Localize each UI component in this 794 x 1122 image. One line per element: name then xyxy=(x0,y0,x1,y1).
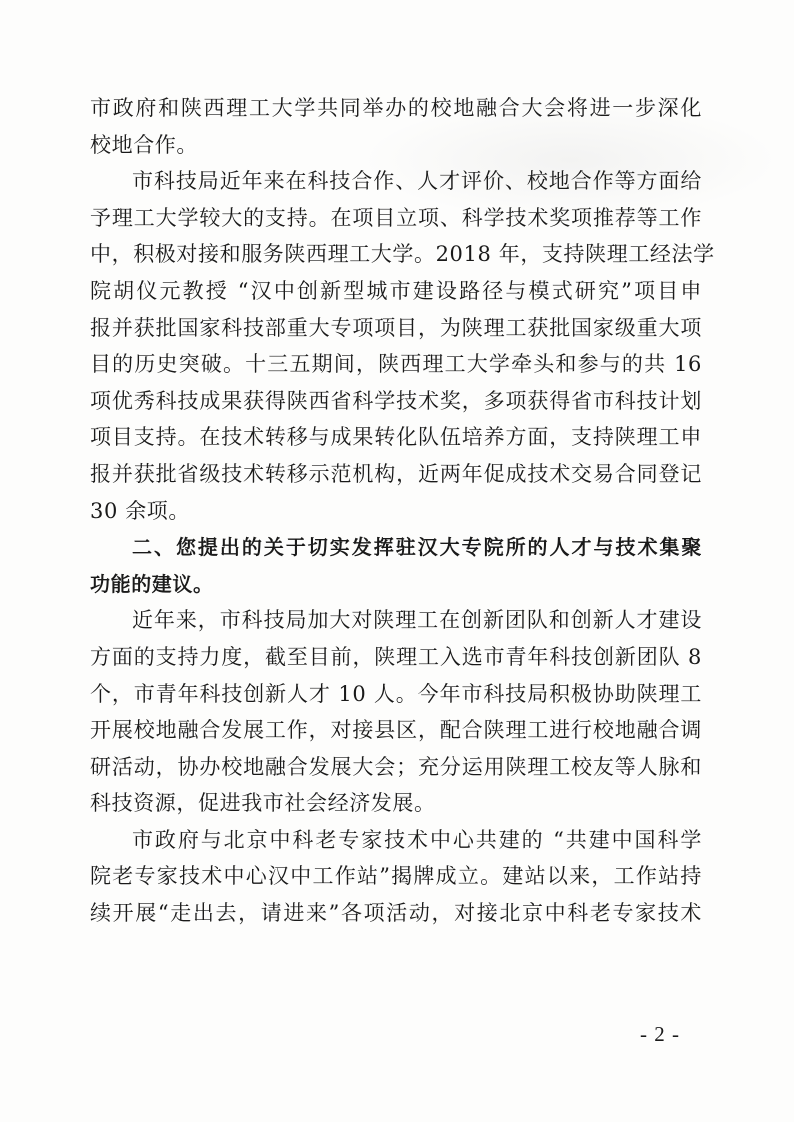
text-line: 30 余项。 xyxy=(90,498,190,523)
paragraph-start-line: 市科技局近年来在科技合作、人才评价、校地合作等方面给 xyxy=(132,169,702,194)
text-line: 中，积极对接和服务陕西理工大学。2018 年，支持陕理工经法学 xyxy=(90,242,715,267)
text-line: 项优秀科技成果获得陕西省科学技术奖，多项获得省市科技计划 xyxy=(90,388,702,413)
text-line: 研活动，协办校地融合发展大会；充分运用陕理工校友等人脉和 xyxy=(90,754,702,779)
text-line: 开展校地融合发展工作，对接县区，配合陕理工进行校地融合调 xyxy=(90,718,702,743)
text-line: 报并获批省级技术转移示范机构，近两年促成技术交易合同登记 xyxy=(90,461,702,486)
text-line: 予理工大学较大的支持。在项目立项、科学技术奖项推荐等工作 xyxy=(90,205,702,230)
text-line: 院胡仪元教授 “汉中创新型城市建设路径与模式研究”项目申 xyxy=(90,278,702,303)
paragraph-start-line: 近年来，市科技局加大对陕理工在创新团队和创新人才建设 xyxy=(132,608,702,633)
text-line: 校地合作。 xyxy=(90,132,198,157)
text-line: 项目支持。在技术转移与成果转化队伍培养方面，支持陕理工申 xyxy=(90,425,702,450)
text-line: 市政府和陕西理工大学共同举办的校地融合大会将进一步深化 xyxy=(90,96,702,120)
text-line: 方面的支持力度，截至目前，陕理工入选市青年科技创新团队 8 xyxy=(90,644,702,669)
text-line: 院老专家技术中心汉中工作站”揭牌成立。建站以来，工作站持 xyxy=(90,864,702,889)
section-heading-line: 功能的建议。 xyxy=(90,571,214,596)
text-line: 个，市青年科技创新人才 10 人。今年市科技局积极协助陕理工 xyxy=(90,681,702,706)
text-line: 科技资源，促进我市社会经济发展。 xyxy=(90,791,436,816)
text-line: 续开展“走出去，请进来”各项活动，对接北京中科老专家技术 xyxy=(90,901,702,926)
text-line: 目的历史突破。十三五期间，陕西理工大学牵头和参与的共 16 xyxy=(90,352,702,377)
text-line: 报并获批国家科技部重大专项项目，为陕理工获批国家级重大项 xyxy=(90,315,702,340)
section-heading-line: 二、您提出的关于切实发挥驻汉大专院所的人才与技术集聚 xyxy=(132,535,702,560)
page-number: - 2 - xyxy=(640,1022,680,1046)
paragraph-start-line: 市政府与北京中科老专家技术中心共建的 “共建中国科学 xyxy=(132,827,702,852)
body-text xyxy=(90,90,715,932)
